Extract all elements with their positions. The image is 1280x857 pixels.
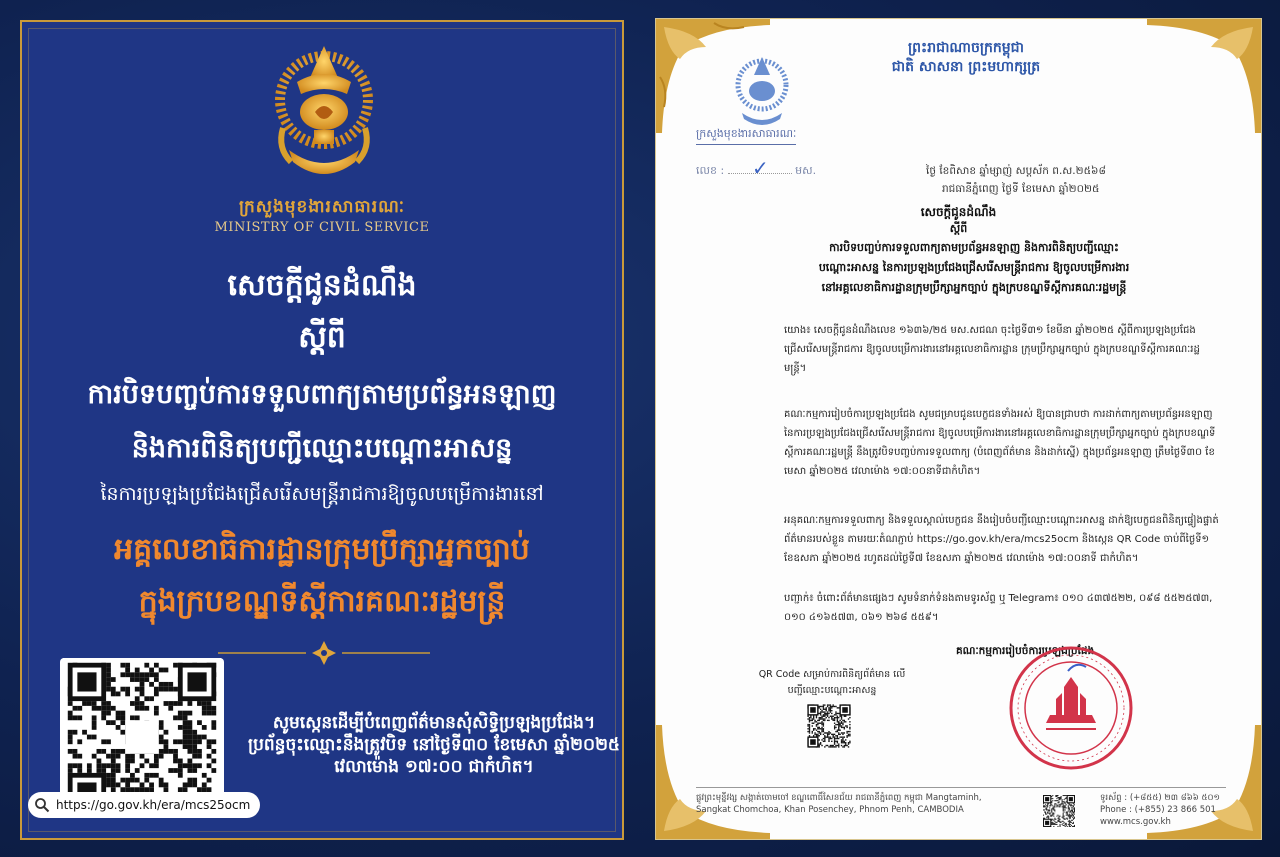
check-mark-icon: ✓ [752, 156, 769, 180]
footer-address: ផ្លូវព្រះមុន្នីវង្ស សង្កាត់ចោមចៅ ខណ្ឌពោធិ៍សែនជ័យ រាជធានីភ្នំពេញ កម្ពុជា Mangtaminh, Sangkat Chomchoa, Khan Posenchey, Phnom Penh, CAMBODIA [696, 793, 982, 815]
ref-label: លេខ : [696, 164, 725, 177]
poster-headline-3: នៃការប្រឡងប្រជែងជ្រើសរើសមន្ត្រីរាជការឱ្យចូលបម្រើការងារនៅ [100, 483, 544, 505]
poster-headline-1: ការបិទបញ្ចប់ការទទួលពាក្យតាមប្រព័ន្ធអនឡាញ [87, 379, 557, 410]
letter-footer [696, 787, 1226, 832]
letter-ministry-name: ក្រសួងមុខងារសាធារណៈ [696, 127, 796, 145]
scan-line-1: សូមស្កេនដើម្បីបំពេញព័ត៌មានសុំសិទ្ធិប្រឡងប្រជែង។ [272, 713, 596, 733]
solar-date: រាជធានីភ្នំពេញ ថ្ងៃទី ខែមេសា ឆ្នាំ២០២៥ [942, 183, 1100, 195]
footer-phone-en: Phone : (+855) 23 866 501 [1100, 805, 1216, 815]
ministry-name-khmer: ក្រសួងមុខងារសាធារណៈ [238, 197, 406, 217]
ref-suffix: មស. [795, 164, 817, 177]
ministry-name-english: MINISTRY OF CIVIL SERVICE [214, 220, 430, 235]
poster-headline-2: និងការពិនិត្យបញ្ជីឈ្មោះបណ្ដោះអាសន្ន [131, 433, 513, 464]
letter-title: សេចក្ដីជូនដំណឹង [920, 205, 997, 219]
kingdom-line-1: ព្រះរាជាណាចក្រកម្ពុជា [907, 40, 1024, 56]
footer-phone-kh: ទូរស័ព្ទ : (+៨៥៥) ២៣ ៨៦៦ ៥០១ [1100, 793, 1220, 803]
letter-body-paragraph-3: បញ្ជាក់៖ ចំពោះព័ត៌មានផ្សេងៗ សូមទំនាក់ទំនងតាមទូរស័ព្ទ ឬ Telegram៖ ០១០ ៤៣៧៥២២, ០៩៨ ៥៥២៥៧៣, ០១០ ៤១៦៥៧៣, ០៦១ ២៦៨ ៥៥៩។ [784, 593, 1213, 623]
poster-org-line-2: ក្នុងក្របខណ្ឌទីស្ដីការគណៈរដ្ឋមន្ត្រី [138, 584, 506, 619]
official-letter [655, 18, 1262, 840]
lunar-date: ថ្ងៃ ខែពិសាខ ឆ្នាំម្សាញ់ សប្តស័ក ព.ស.២៥៦៨ [926, 165, 1106, 177]
letter-subject-3: នៅអគ្គលេខាធិការដ្ឋានក្រុមប្រឹក្សាអ្នកច្បាប់ ក្នុងក្របខណ្ឌទីស្ដីការគណៈរដ្ឋមន្ត្រី [821, 281, 1127, 294]
qr-code-icon[interactable] [806, 703, 852, 749]
letter-body-paragraph-1: គណៈកម្មការរៀបចំការប្រឡងប្រជែង សូមជម្រាបជូនបេក្ខជនទាំងអស់ ឱ្យបានជ្រាបថា ការដាក់ពាក្យតាមប្រព័ន្ធអនឡាញនៃការប្រឡងប្រជែងជ្រើសរើសមន្ត្រីរាជការ ឱ្យចូលបម្រើការងារនៅអគ្គលេខាធិការដ្ឋានក្រុមប្រឹក្សាអ្នកច្បាប់ ក្នុងក្របខណ្ឌទីស្ដីការគណៈរដ្ឋមន្ត្រី នឹងត្រូវបិទបញ្ចប់ការទទួលពាក្យ (បំពេញព័ត៌មាន និងដាក់ស្នើ) ក្នុងប្រព័ន្ធអនឡាញ ត្រឹមថ្ងៃទី៣០ ខែមេសា ឆ្នាំ២០២៥ វេលាម៉ោង ១៧:០០នាទីជាកំហិត។ [784, 409, 1216, 477]
scan-line-3: វេលាម៉ោង ១៧:០០ ជាកំហិត។ [334, 757, 534, 777]
ministry-emblem-icon [730, 51, 794, 131]
scan-line-2: ប្រព័ន្ធចុះឈ្មោះនឹងត្រូវបិទ នៅថ្ងៃទី៣០ ខែមេសា ឆ្នាំ២០២៥ [248, 735, 620, 755]
letter-reference-paragraph: យោង៖ សេចក្ដីជូនដំណឹងលេខ ១៦៣៦/២៥ មស.សជណ ចុះថ្ងៃទី៣១ ខែមីនា ឆ្នាំ២០២៥ ស្ដីពីការប្រឡងប្រជែងជ្រើសរើសមន្ត្រីរាជការ ឱ្យចូលបម្រើការងារនៅអគ្គលេខាធិការដ្ឋាន ក្រុមប្រឹក្សាអ្នកច្បាប់ ក្នុងក្របខណ្ឌទីស្ដីការគណៈរដ្ឋមន្ត្រី។ [784, 325, 1200, 374]
letter-subject-1: ការបិទបញ្ចប់ការទទួលពាក្យតាមប្រព័ន្ធអនឡាញ និងការពិនិត្យបញ្ជីឈ្មោះ [829, 241, 1119, 254]
letter-body-paragraph-2: អនុគណៈកម្មការទទួលពាក្យ និងទទួលស្គាល់បេក្ខជន នឹងរៀបចំបញ្ជីឈ្មោះបណ្ដោះអាសន្ន ដាក់ឱ្យបេក្ខជនពិនិត្យផ្ទៀងផ្ទាត់ព័ត៌មានរបស់ខ្លួន តាមរយៈតំណភ្ជាប់ https://go.gov.kh/era/mcs25ocm និងស្កេន QR Code ចាប់ពីថ្ងៃទី១ ខែឧសភា ឆ្នាំ២០២៥ រហូតដល់ថ្ងៃទី៧ ខែឧសភា ឆ្នាំ២០២៥ វេលាម៉ោង ១៧:០០នាទី ជាកំហិត។ [784, 515, 1219, 564]
search-icon [34, 797, 50, 813]
poster-org-line-1: អគ្គលេខាធិការដ្ឋានក្រុមប្រឹក្សាអ្នកច្បាប់ [114, 532, 530, 567]
letter-subtitle: ស្ដីពី [949, 222, 968, 235]
poster-subtitle: ស្ដីពី [298, 320, 346, 355]
letter-subject-2: បណ្ដោះអាសន្ន នៃការប្រឡងប្រជែងជ្រើសរើសមន្ត្រីរាជការ ឱ្យចូលបម្រើការងារ [818, 261, 1130, 274]
footer-website: www.mcs.gov.kh [1100, 817, 1171, 827]
poster-title: សេចក្ដីជូនដំណឹង [227, 268, 417, 303]
kingdom-line-2: ជាតិ សាសនា ព្រះមហាក្សត្រ [891, 59, 1041, 75]
official-seal-icon [1006, 643, 1136, 773]
kingdom-header [836, 39, 1096, 77]
ministry-emblem-icon [269, 38, 379, 188]
registration-url: https://go.gov.kh/era/mcs25ocm [56, 798, 251, 812]
scan-instructions [244, 712, 624, 778]
qr-caption: QR Code សម្រាប់ការពិនិត្យព័ត៌មាន លើបញ្ជីឈ្មោះបណ្ដោះអាសន្ន [758, 669, 906, 696]
registration-link[interactable] [28, 792, 260, 818]
qr-code-icon [1042, 794, 1076, 828]
announcement-poster [20, 20, 624, 840]
ornament-divider-icon [218, 640, 430, 666]
gold-corner-ornament-icon [1145, 17, 1263, 135]
signature-block: គណៈកម្មការរៀបចំការប្រឡងប្រជែង [956, 645, 1095, 657]
footer-contact [1100, 792, 1220, 828]
